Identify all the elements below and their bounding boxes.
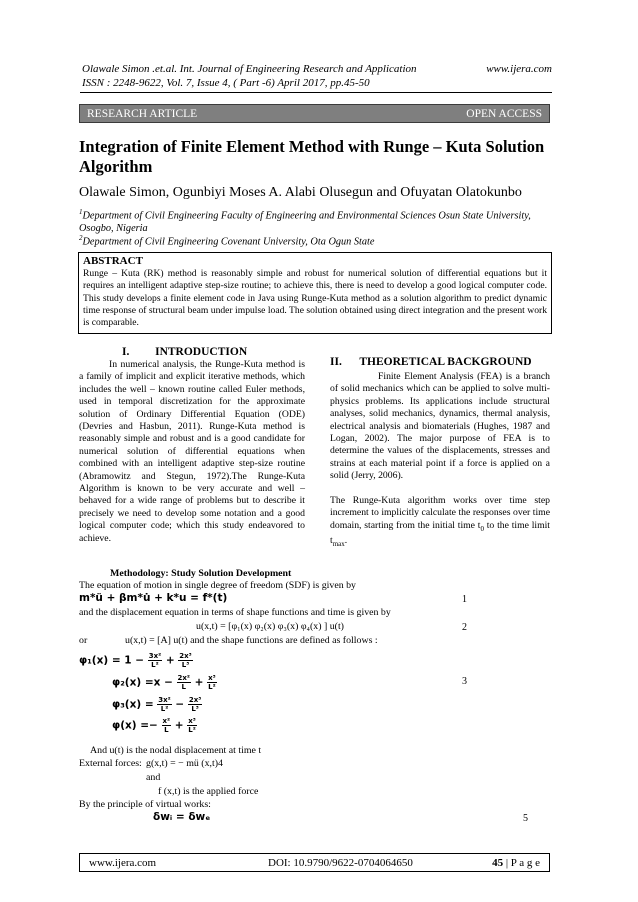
affiliation-2-line-1: Department of Civil Engineering Covenant University, Ota Ogun State [82, 236, 375, 248]
abstract-heading: ABSTRACT [83, 255, 143, 267]
external-force-equation: g(x,t) = − mü (x,t)4 [146, 758, 223, 769]
equation-5: δwᵢ = δwₑ [153, 811, 211, 823]
equation-2-number: 2 [462, 622, 467, 633]
footer-page [492, 857, 540, 869]
intro-heading [122, 346, 247, 358]
phi1-term-a: $\frac{\text{3x²}}{\text{L²}}$ [148, 652, 162, 669]
shape-function-2: φ₂(x) =x − $\frac{\text{2x²}}{L}$ + $\frac{\text{x³}}{\text{L²}}$ [112, 674, 216, 691]
theory-heading [330, 356, 532, 368]
affiliation-1 [79, 206, 549, 235]
header-divider [80, 92, 552, 93]
t0-subscript: 0 [480, 524, 484, 533]
issn-line: ISSN : 2248-9622, Vol. 7, Issue 4, ( Part -6) April 2017, pp.45-50 [82, 77, 370, 89]
phi3-term-b: $\frac{\text{2x³}}{\text{L³}}$ [188, 696, 202, 713]
affiliation-2-marker: 2 [79, 234, 83, 242]
methodology-line-2: and the displacement equation in terms of shape functions and time is given by [79, 607, 391, 618]
shape-function-1: φ₁(x) = 1 − $\frac{\text{3x²}}{\text{L²}}$ + $\frac{\text{2x³}}{\text{L³}}$ [79, 652, 192, 669]
phi2-term-a: $\frac{\text{2x²}}{L}$ [177, 674, 190, 691]
phi3-term-a: $\frac{\text{3x²}}{\text{L²}}$ [158, 696, 171, 713]
shape-function-3: φ₃(x) = $\frac{\text{3x²}}{\text{L²}}$ − $\frac{\text{2x³}}{\text{L³}}$ [112, 696, 202, 713]
shape-function-4: φ(x) =− $\frac{\text{x²}}{L}$ + $\frac{\text{x³}}{\text{L²}}$ [112, 717, 196, 734]
phi4-term-a: $\frac{\text{x²}}{L}$ [162, 717, 171, 734]
phi1-term-b: $\frac{\text{2x³}}{\text{L³}}$ [179, 652, 192, 669]
or-label: or [79, 635, 88, 646]
intro-paragraph: In numerical analysis, the Runge-Kuta method is a family of implicit and explicit iterative methods, which includes the well – known routine called Euler methods, used in temporal discretization for the approximate solution of Ordinary Differential Equation (ODE) (Devries and Hasbun, 2011). Runge-Kuta method is reasonably simple and robust and is a good candidate for numerical solution of differential equations when combined with an intelligent adaptive step-size routine (Abramowitz and Stegun, 1972).The Runge-Kuta Algorithm is known to be very accurate and well – behaved for a wide range of problems but to describe it precisely we need to develop some notation and a good logical computer code; which this study endeavored to achieve. [79, 359, 305, 544]
equation-1-number: 1 [462, 594, 467, 605]
equation-2: u(x,t) = [φ₁(x) φ₂(x) φ₃(x) φ₄(x) ] u(t) [196, 621, 344, 632]
article-banner [79, 104, 550, 123]
applied-force-text: f (x,t) is the applied force [158, 786, 259, 797]
theory-paragraph-2 [330, 495, 550, 551]
methodology-line-1: The equation of motion in single degree of freedom (SDF) is given by [79, 580, 356, 591]
methodology-line-5: By the principle of virtual works: [79, 799, 211, 810]
equation-3-number: 3 [462, 676, 467, 687]
abstract-box [78, 252, 552, 334]
intro-title: INTRODUCTION [155, 346, 248, 358]
theory-p2-text-c: . [344, 535, 348, 547]
theory-p2-text-b: to the time limit t [330, 519, 550, 547]
page-number: 45 [492, 857, 504, 869]
methodology-line-3: u(x,t) = [A] u(t) and the shape functions are defined as follows : [125, 635, 378, 646]
methodology-line-4: And u(t) is the nodal displacement at time t [90, 745, 262, 756]
theory-p2-text-a: The Runge-Kuta algorithm works over time step increment to implicitly calculate the responses over time domain, starting from the initial time t [330, 495, 550, 531]
footer-doi[interactable]: DOI: 10.9790/9622-0704064650 [268, 857, 413, 869]
and-label: and [146, 772, 161, 783]
affiliation-1-line-2: Osogbo, Nigeria [79, 223, 148, 235]
footer-url[interactable]: www.ijera.com [89, 857, 157, 869]
affiliation-1-line-1: Department of Civil Engineering Faculty of Engineering and Environmental Sciences Osun State University, [82, 210, 531, 222]
external-forces-label: External forces: [79, 758, 142, 769]
title-line-2: Algorithm [79, 157, 153, 176]
abstract-text: Runge – Kuta (RK) method is reasonably simple and robust for numerical solution of differential equations but it requires an intelligent adaptive step-size routine; to achieve this, there is need to develop a good logical computer code. This study develops a finite element code in Java using Runge-Kuta method as a solution algorithm to predict dynamic time response of structural beam under impulse load. The solution obtained using direct integration and the present work is comparable. [83, 268, 547, 329]
intro-number: I. [122, 346, 130, 358]
page-label: | P a g e [503, 857, 540, 869]
tmax-subscript: max [332, 540, 345, 549]
phi3-lhs: φ₃(x) = [112, 698, 154, 711]
theory-title: THEORETICAL BACKGROUND [359, 356, 532, 368]
phi4-lhs: φ(x) =− [112, 719, 158, 732]
page-footer [79, 853, 550, 872]
paper-title [79, 137, 559, 177]
methodology-heading: Methodology: Study Solution Development [110, 568, 292, 579]
equation-5-number: 5 [523, 813, 528, 824]
journal-citation [82, 63, 552, 75]
phi2-lhs: φ₂(x) =x − [112, 676, 173, 689]
affiliation-1-marker: 1 [79, 208, 83, 216]
affiliation-2 [79, 232, 549, 248]
theory-paragraph-1: Finite Element Analysis (FEA) is a branch of solid mechanics which can be applied to solve multi-physics problems. Its applications include structural analyses, solid mechanics, dynamics, thermal analysis, electrical analysis and biomaterials (Hughes, 1987 and Logan, 2002). The major purpose of FEA is to determine the values of the displacements, stresses and strains at each material point if a force is applied on a solid (Jerry, 2006). [330, 371, 550, 482]
equation-1: m*ü + βm*u̇ + k*u = f*(t) [79, 592, 228, 604]
authors: Olawale Simon, Ogunbiyi Moses A. Alabi Olusegun and Ofuyatan Olatokunbo [79, 185, 522, 200]
citation-text: Olawale Simon .et.al. Int. Journal of Engineering Research and Application [82, 63, 417, 75]
phi4-term-b: $\frac{\text{x³}}{\text{L²}}$ [188, 717, 196, 734]
journal-url[interactable]: www.ijera.com [486, 63, 552, 75]
title-line-1: Integration of Finite Element Method with Runge – Kuta Solution [79, 137, 545, 156]
phi1-lhs: φ₁(x) = 1 − [79, 654, 145, 667]
open-access-label: OPEN ACCESS [466, 108, 542, 120]
research-article-label: RESEARCH ARTICLE [87, 108, 198, 120]
theory-number: II. [330, 356, 342, 368]
phi2-term-b: $\frac{\text{x³}}{\text{L²}}$ [208, 674, 216, 691]
